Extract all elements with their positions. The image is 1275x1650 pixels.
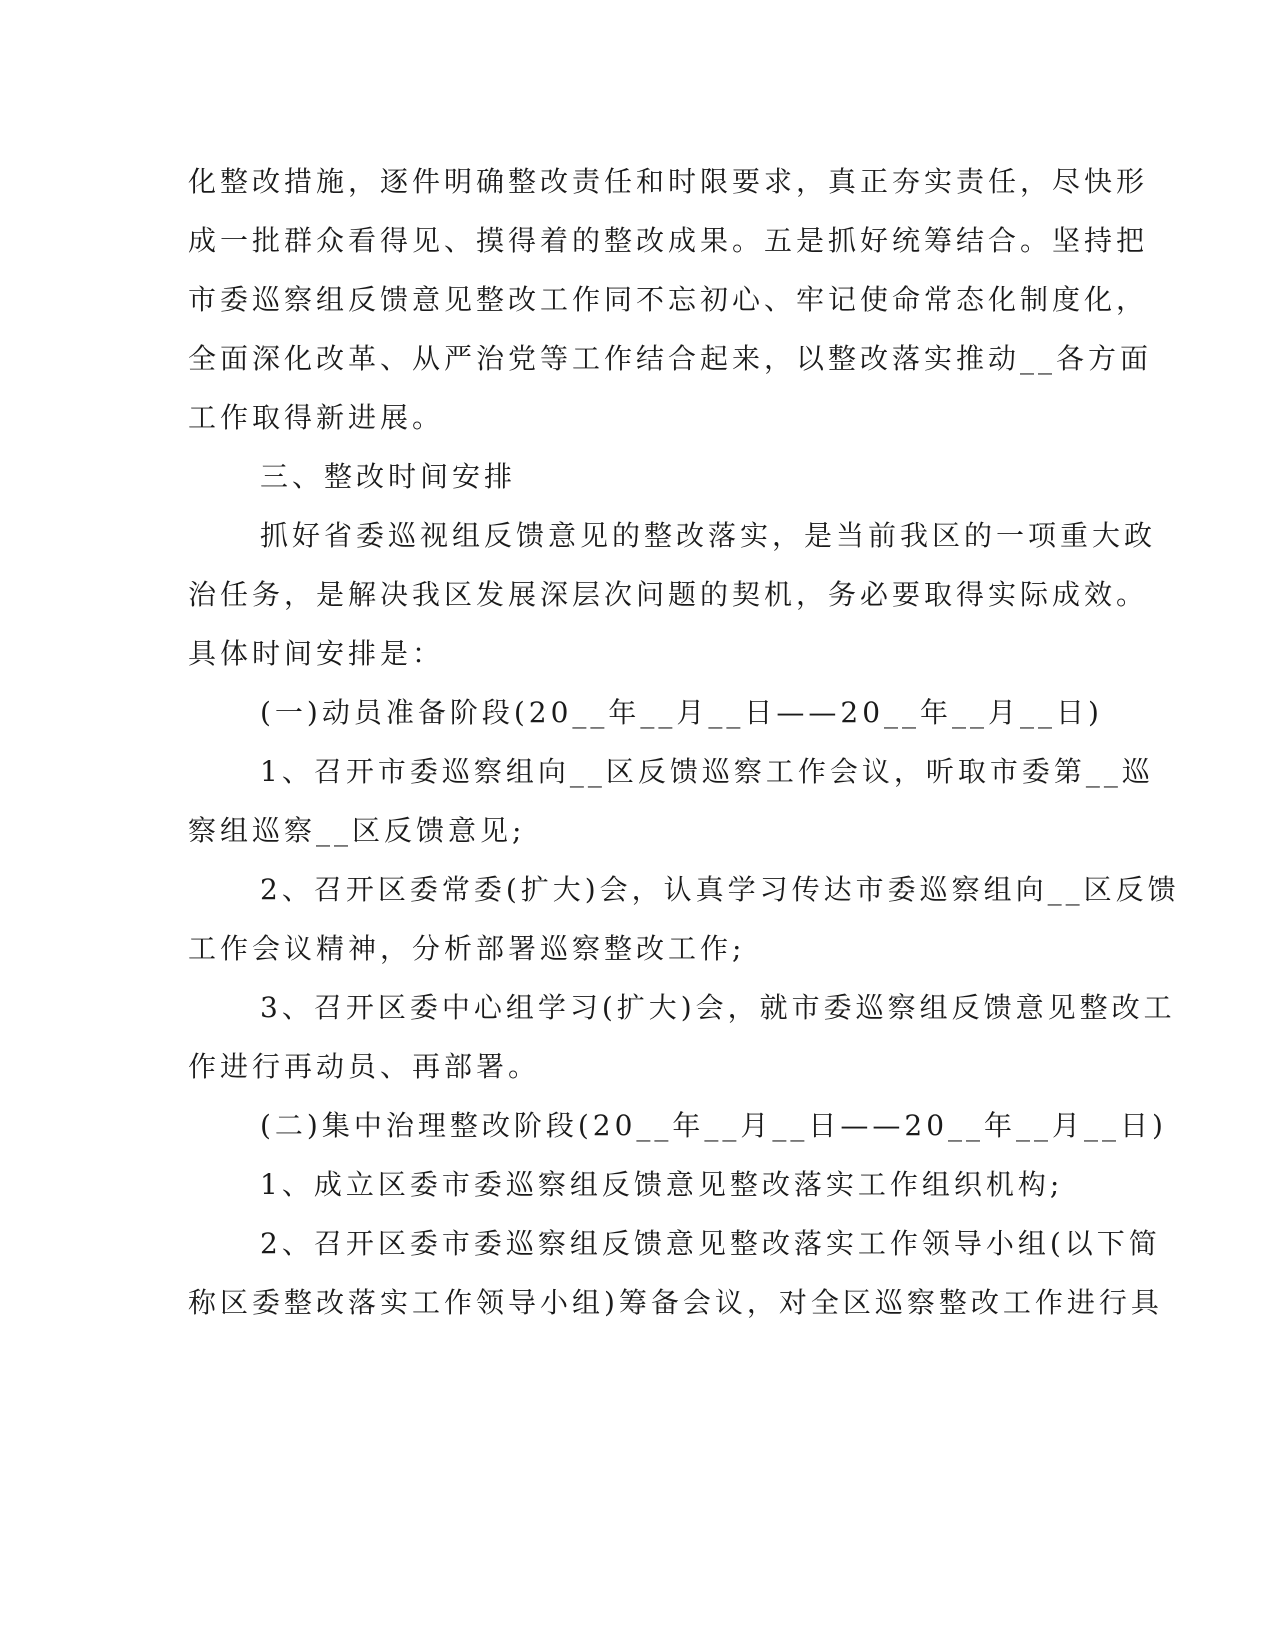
list-item-continuation: 作进行再动员、再部署。 [188, 1050, 541, 1083]
section-heading: 三、整改时间安排 [260, 460, 517, 493]
list-item-continuation: 察组巡察__区反馈意见; [188, 814, 526, 847]
paragraph-line: 具体时间安排是： [188, 637, 445, 670]
subsection-heading: (二)集中治理整改阶段(20__年__月__日——20__年__月__日) [260, 1109, 1167, 1142]
list-item: 3、召开区委中心组学习(扩大)会，就市委巡察组反馈意见整改工 [260, 991, 1176, 1024]
paragraph-line: 治任务，是解决我区发展深层次问题的契机，务必要取得实际成效。 [188, 578, 1149, 611]
paragraph-line: 工作取得新进展。 [188, 401, 445, 434]
paragraph-line: 化整改措施，逐件明确整改责任和时限要求，真正夯实责任，尽快形 [188, 165, 1149, 198]
list-item-continuation: 工作会议精神，分析部署巡察整改工作; [188, 932, 746, 965]
list-item: 2、召开区委市委巡察组反馈意见整改落实工作领导小组(以下简 [260, 1227, 1161, 1260]
subsection-heading: (一)动员准备阶段(20__年__月__日——20__年__月__日) [260, 696, 1103, 729]
paragraph-line: 全面深化改革、从严治党等工作结合起来，以整改落实推动__各方面 [188, 342, 1153, 375]
list-item: 1、召开市委巡察组向__区反馈巡察工作会议，听取市委第__巡 [260, 755, 1154, 788]
list-item-continuation: 称区委整改落实工作领导小组)筹备会议，对全区巡察整改工作进行具 [188, 1286, 1163, 1319]
paragraph-line: 成一批群众看得见、摸得着的整改成果。五是抓好统筹结合。坚持把 [188, 224, 1149, 257]
list-item: 2、召开区委常委(扩大)会，认真学习传达市委巡察组向__区反馈 [260, 873, 1180, 906]
paragraph-line: 抓好省委巡视组反馈意见的整改落实，是当前我区的一项重大政 [260, 519, 1157, 552]
list-item: 1、成立区委市委巡察组反馈意见整改落实工作组织机构; [260, 1168, 1064, 1201]
paragraph-line: 市委巡察组反馈意见整改工作同不忘初心、牢记使命常态化制度化， [188, 283, 1149, 316]
